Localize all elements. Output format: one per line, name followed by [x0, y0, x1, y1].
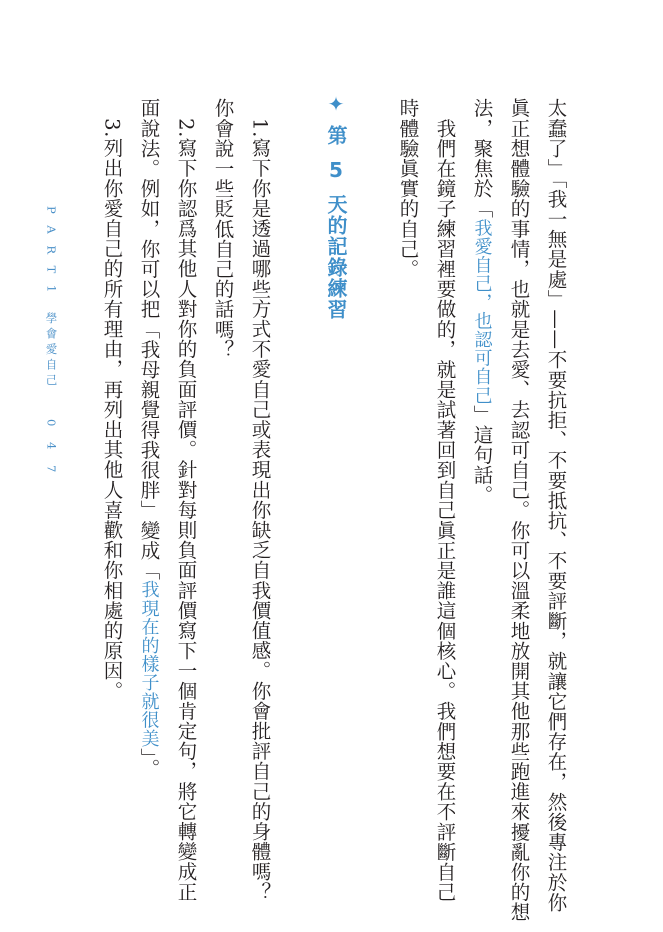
section-heading — [326, 92, 346, 320]
body-line-3 — [472, 98, 492, 505]
body-line-1-text: 太蠢了」「我一無是處」——不要抗拒、不要抵抗、不要評斷，就讓它們存在，然後專注於你 — [544, 98, 568, 913]
exercise-line-1-text: 1.寫下你是透過哪些方式不愛自己或表現出你缺乏自我價值感。你會批評自己的身體嗎？ — [248, 98, 272, 902]
body-line-4-text: 我們在鏡子練習裡要做的，就是試著回到自己眞正是誰這個核心。我們想要在不評斷自己 — [433, 98, 457, 902]
body-line-3-after: 」這句話。 — [470, 404, 494, 506]
heading-day-number: 5 — [329, 159, 343, 180]
exercise-line-3 — [176, 98, 196, 902]
exercise-line-4-after: 」。 — [137, 747, 161, 779]
body-line-2-text: 眞正想體驗的事情，也就是去愛、去認可自己。你可以溫柔地放開其他那些跑進來擾亂你的想 — [507, 98, 531, 923]
heading-suffix: 天的記錄練習 — [324, 193, 348, 320]
example-highlight: 我現在的樣子就很美 — [138, 580, 160, 748]
heading-prefix: 第 — [324, 124, 348, 146]
exercise-line-4-text: 面說法。例如，你可以把「我母親覺得我很胖」變成「 — [137, 98, 161, 581]
body-line-5 — [398, 98, 418, 279]
body-line-3-text: 法，聚焦於「 — [470, 98, 494, 219]
exercise-line-2 — [213, 98, 233, 359]
body-line-5-text: 時體驗眞實的自己。 — [396, 98, 420, 279]
running-head-section: P A R T 1 學會愛自己 — [44, 206, 59, 390]
exercise-line-5-text: 3.列出你愛自己的所有理由，再列出其他人喜歡和你相處的原因。 — [100, 98, 124, 701]
exercise-line-4 — [139, 98, 159, 778]
body-line-4 — [435, 98, 455, 902]
page-number: 0 4 7 — [44, 418, 59, 479]
running-head — [45, 206, 57, 478]
body-line-1 — [546, 98, 566, 912]
exercise-line-1 — [250, 98, 270, 902]
exercise-line-3-text: 2.寫下你認爲其他人對你的負面評價。針對每則負面評價寫下一個肯定句，將它轉變成正 — [174, 98, 198, 902]
body-line-2 — [509, 98, 529, 922]
exercise-line-2-text: 你會說一些貶低自己的話嗎？ — [211, 98, 235, 360]
affirmation-highlight: 我愛自己，也認可自己 — [471, 218, 493, 405]
exercise-line-5 — [102, 98, 122, 701]
star-icon: ✦ — [324, 92, 348, 117]
